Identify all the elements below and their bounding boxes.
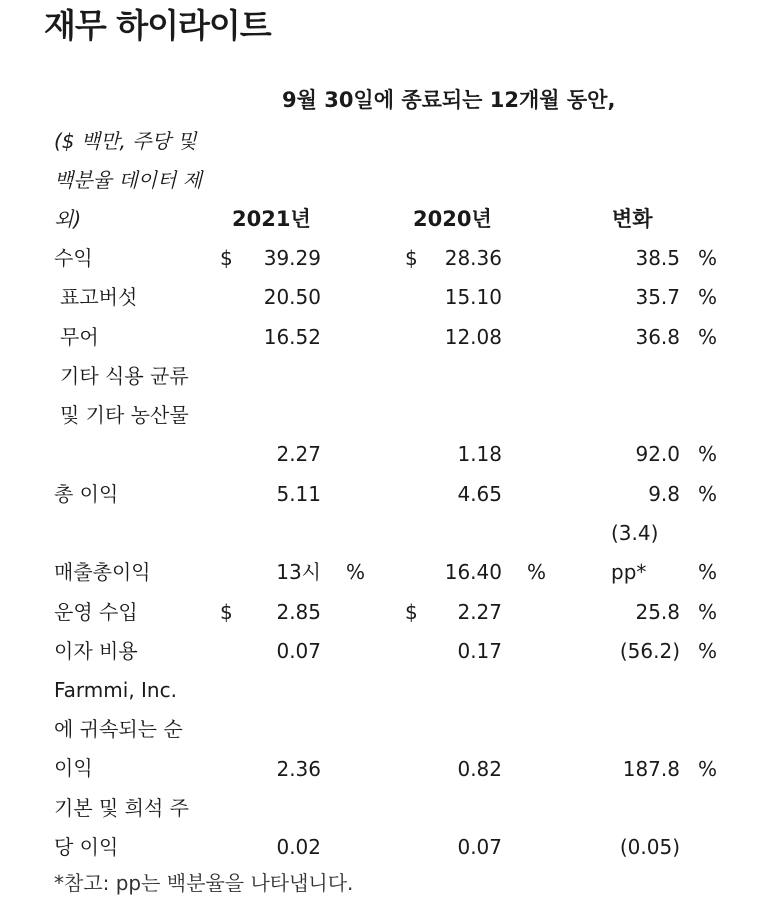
dollar-sign-2021: $ [220, 599, 233, 624]
value-2020: 0.17 [457, 638, 502, 663]
column-header-change: 변화 [612, 207, 653, 231]
value-2021: 2.27 [276, 442, 321, 467]
percent-sign-change: % [698, 481, 718, 506]
row-label: 운영 수입 [54, 599, 138, 624]
table-row [0, 239, 773, 278]
dollar-sign-2020: $ [405, 599, 418, 624]
period-header: 9월 30일에 종료되는 12개월 동안, [282, 88, 616, 112]
change-value: (3.4) [611, 521, 659, 546]
percent-sign-change: % [698, 324, 718, 349]
change-value: 9.8 [648, 481, 680, 506]
value-2021: 2.36 [276, 756, 321, 781]
percent-sign-change: % [698, 756, 718, 781]
change-value: 36.8 [635, 324, 680, 349]
table-row [0, 278, 773, 317]
value-2020: 15.10 [444, 285, 502, 310]
value-2021: 0.02 [276, 835, 321, 860]
page-title: 재무 하이라이트 [44, 6, 271, 45]
value-2021: 2.85 [276, 599, 321, 624]
table-row [0, 318, 773, 357]
table-row [0, 632, 773, 671]
table-row [0, 475, 773, 514]
change-value: (0.05) [619, 835, 680, 860]
dollar-sign-2020: $ [405, 246, 418, 270]
table-row [0, 593, 773, 632]
value-2020: 12.08 [444, 324, 502, 349]
value-2020: 1.18 [457, 442, 502, 467]
value-2020: 28.36 [444, 246, 502, 270]
column-header-2021: 2021년 [232, 207, 311, 231]
percent-sign-change: % [698, 560, 718, 585]
table-row [0, 789, 773, 868]
units-note: ($ 백만, 주당 및 백분율 데이터 제외) [54, 129, 202, 231]
percent-sign-change: % [698, 442, 718, 467]
value-2020: 4.65 [457, 481, 502, 506]
row-label: 수익 [54, 246, 93, 270]
table-row [0, 671, 773, 789]
percent-sign-change: % [698, 285, 718, 310]
value-2021: 16.52 [263, 324, 321, 349]
table-row [0, 514, 773, 593]
change-value: 35.7 [635, 285, 680, 310]
table-row [0, 357, 773, 475]
change-value: 187.8 [622, 756, 680, 781]
value-2020: 0.82 [457, 756, 502, 781]
value-2020: 2.27 [457, 599, 502, 624]
change-value: 38.5 [635, 246, 680, 270]
change-value: 25.8 [635, 599, 680, 624]
value-2021: 20.50 [263, 285, 321, 310]
value-2021: 0.07 [276, 638, 321, 663]
financial-table-body [0, 239, 773, 868]
value-2020: 16.40 [444, 560, 502, 585]
value-2021: 5.11 [276, 481, 321, 506]
row-label: 표고버섯 [60, 285, 138, 310]
value-2021: 13시 [276, 560, 321, 585]
footnote: *참고: pp는 백분율을 나타냅니다. [54, 871, 354, 895]
column-header-2020: 2020년 [413, 207, 492, 231]
percent-sign-change: % [698, 638, 718, 663]
change-value: (56.2) [619, 638, 680, 663]
row-label: 기타 식용 균류 및 기타 농산물 [60, 363, 189, 427]
percent-sign-change: % [698, 599, 718, 624]
percent-sign-change: % [698, 246, 718, 270]
dollar-sign-2021: $ [220, 246, 233, 270]
row-label: 기본 및 희석 주당 이익 [54, 796, 189, 860]
change-unit: pp* [611, 560, 647, 585]
row-label: Farmmi, Inc.에 귀속되는 순이익 [54, 678, 183, 781]
row-label: 무어 [60, 324, 99, 349]
row-label: 이자 비용 [54, 638, 138, 663]
row-label: 총 이익 [54, 481, 119, 506]
value-2020: 0.07 [457, 835, 502, 860]
value-2021: 39.29 [263, 246, 321, 270]
percent-sign-2020: % [527, 560, 547, 585]
percent-sign-2021: % [346, 560, 366, 585]
change-value: 92.0 [635, 442, 680, 467]
row-label: 매출총이익 [54, 560, 151, 585]
